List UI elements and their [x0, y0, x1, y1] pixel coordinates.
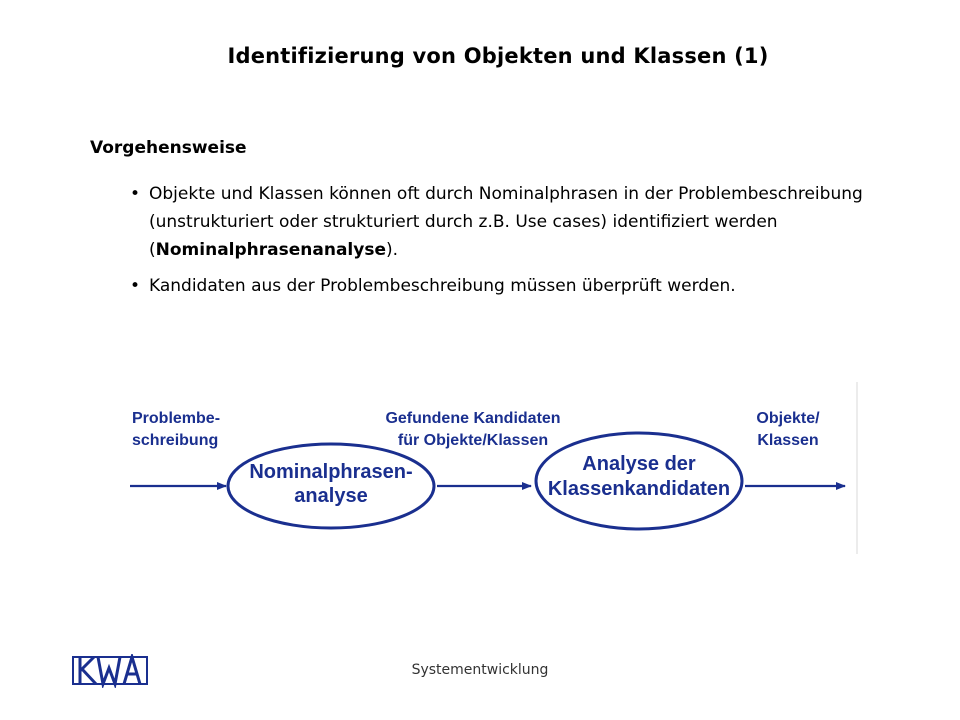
output-label-line2: Klassen [757, 432, 819, 449]
process2-label-line2: Klassenkandidaten [547, 478, 731, 500]
process1-label-line2: analyse [294, 485, 368, 507]
bullet-dot: • [130, 184, 141, 204]
bullet-list [130, 180, 910, 308]
middle-label-line1: Gefundene Kandidaten [385, 410, 561, 427]
bullet-text-1-end: ). [385, 240, 399, 260]
input-label-line2: schreibung [132, 432, 219, 449]
input-label-line1: Problembe- [132, 410, 221, 427]
bullet-item-2 [130, 272, 910, 300]
bullet-text-2: Kandidaten aus der Problembeschreibung müssen überprüft werden. [149, 276, 736, 296]
bullet-item-1 [130, 180, 910, 264]
output-label-line1: Objekte/ [756, 410, 820, 427]
bullet-dot: • [130, 276, 141, 296]
process-diagram [0, 370, 960, 570]
middle-label-line2: für Objekte/Klassen [397, 432, 549, 449]
bullet-term-bold: Nominalphrasenanalyse [155, 240, 386, 260]
process1-label-line1: Nominalphrasen- [249, 461, 413, 483]
bullet-text-1-start: Objekte und Klassen können oft durch Nominalphrasen in der Problembeschreibung (unstrukturiert oder strukturiert durch z.B. Use cases) identifiziert werden ( [149, 184, 863, 260]
process2-label-line1: Analyse der [582, 453, 696, 475]
section-heading: Vorgehensweise [90, 138, 247, 158]
slide-title: Identifizierung von Objekten und Klassen (1) [227, 44, 769, 68]
footer-text: Systementwicklung [411, 662, 549, 678]
